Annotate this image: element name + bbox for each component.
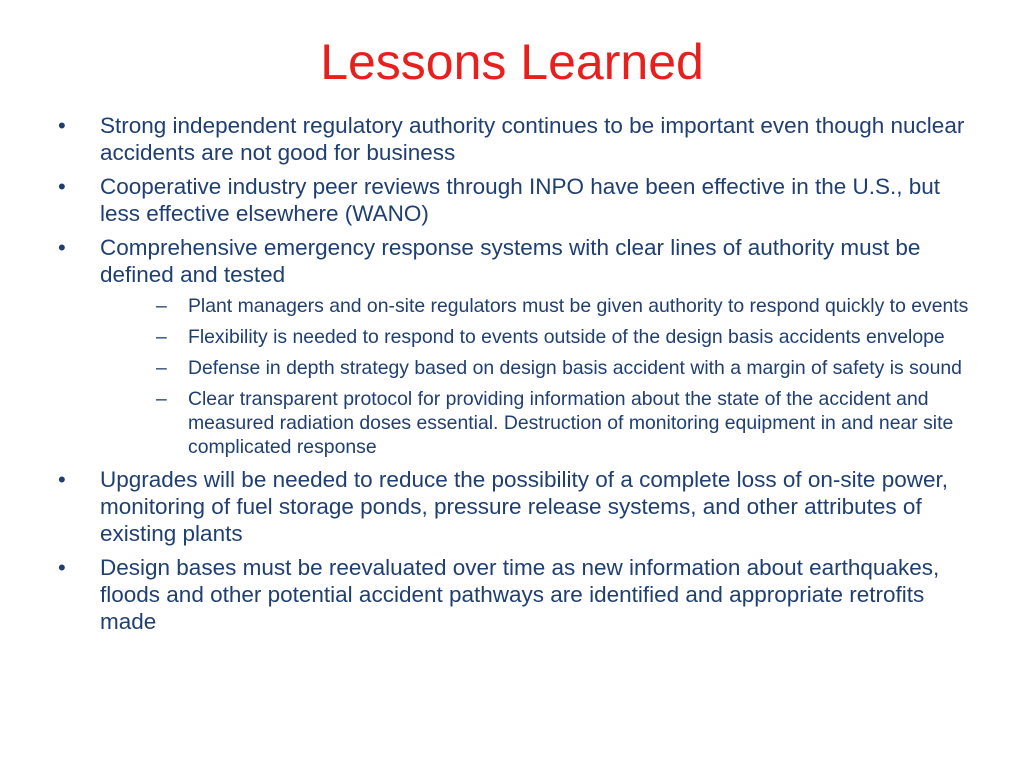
slide-title: Lessons Learned <box>320 34 704 90</box>
bullet-text: Design bases must be reevaluated over time as new information about earthquakes, floods and other potential accident pathways are identified and appropriate retrofits made <box>100 555 940 634</box>
bullet-icon: • <box>58 555 66 580</box>
bullet-icon: • <box>58 235 66 260</box>
sub-bullet-text: Defense in depth strategy based on design basis accident with a margin of safety is sound <box>188 357 962 379</box>
sub-bullet-item <box>142 387 976 459</box>
dash-icon: – <box>156 295 167 317</box>
sub-bullet-text: Clear transparent protocol for providing information about the state of the accident and measured radiation doses essential. Destruction of monitoring equipment in and near site complicated response <box>188 388 954 458</box>
bullet-list <box>56 112 976 642</box>
dash-icon: – <box>156 326 167 348</box>
dash-icon: – <box>156 388 167 410</box>
bullet-item <box>56 234 976 459</box>
bullet-item <box>56 554 976 635</box>
bullet-text: Strong independent regulatory authority continues to be important even though nuclear accidents are not good for business <box>100 113 965 165</box>
bullet-text: Cooperative industry peer reviews through INPO have been effective in the U.S., but less effective elsewhere (WANO) <box>100 174 941 226</box>
bullet-item <box>56 112 976 166</box>
bullet-item <box>56 173 976 227</box>
sub-bullet-list <box>142 294 976 459</box>
sub-bullet-item <box>142 356 976 380</box>
dash-icon: – <box>156 357 167 379</box>
bullet-icon: • <box>58 113 66 138</box>
bullet-text: Comprehensive emergency response systems with clear lines of authority must be defined and tested <box>100 235 921 287</box>
bullet-item <box>56 466 976 547</box>
bullet-icon: • <box>58 467 66 492</box>
sub-bullet-item <box>142 294 976 318</box>
sub-bullet-text: Plant managers and on-site regulators must be given authority to respond quickly to events <box>188 295 969 317</box>
bullet-text: Upgrades will be needed to reduce the possibility of a complete loss of on-site power, monitoring of fuel storage ponds, pressure release systems, and other attributes of existing plants <box>100 467 948 546</box>
sub-bullet-text: Flexibility is needed to respond to events outside of the design basis accidents envelope <box>188 326 945 348</box>
sub-bullet-item <box>142 325 976 349</box>
bullet-icon: • <box>58 174 66 199</box>
